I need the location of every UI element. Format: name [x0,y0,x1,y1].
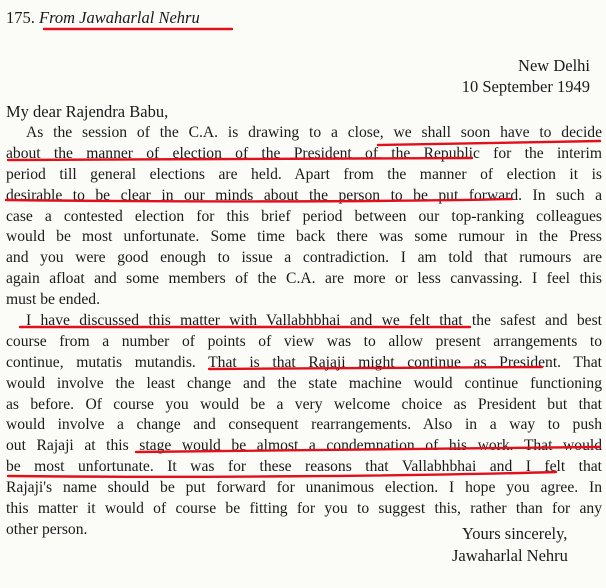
body-line: again afloat and some members of the C.A. are more or less canvassing. I feel this [6,270,602,288]
salutation: My dear Rajendra Babu, [6,102,169,121]
body-line: would involve the least change and the state machine would continue functioning [6,374,602,392]
body-line: I have discussed this matter with Vallabhbhai and we felt that the safest and best [26,312,602,330]
body-line: other person. [6,520,88,538]
body-line: out Rajaji at this stage would be almost a condemnation of his work. That would [6,437,602,455]
body-line: continue, mutatis mutandis. That is that Rajaji might continue as President. That [6,353,602,371]
body-line: about the manner of election of the President of the Republic for the interim [6,144,602,162]
body-line: and you were good enough to issue a contradiction. I am told that rumours are [6,249,602,267]
letter-body [6,123,602,541]
letter-date: 10 September 1949 [461,77,590,96]
body-line: would be most unfortunate. Some time back there was some rumour in the Press [6,228,602,246]
body-line: course from a number of points of view was to allow present arrangements to [6,332,602,350]
body-line: case a contested election for this brief period between our top-ranking colleagues [6,207,602,225]
body-line: As the session of the C.A. is drawing to a close, we shall soon have to decide [26,124,602,141]
body-line: desirable to be clear in our minds about the person to be put forward. In such a [6,186,602,204]
body-line: would involve a change and consequent rearrangements. Also in a way to push [6,416,602,434]
letter-title: From Jawaharlal Nehru [39,8,200,27]
letter-heading [6,8,200,28]
letter-place: New Delhi [518,56,590,75]
signature: Jawaharlal Nehru [452,546,568,565]
body-line: this matter it would of course be fitting for you to suggest this, rather than for any [6,500,602,518]
body-line: period till general elections are held. Apart from the manner of election it is [6,165,602,183]
body-line: must be ended. [6,291,100,309]
valediction: Yours sincerely, [462,524,568,543]
body-line: as before. Of course you would be a very welcome choice as President but that [6,395,602,413]
body-line: be most unfortunate. It was for these reasons that Vallabhbhai and I felt that [6,458,602,476]
body-line: Rajaji's name should be put forward for unanimous election. I hope you agree. In [6,479,602,497]
letter-number: 175. [6,8,35,27]
